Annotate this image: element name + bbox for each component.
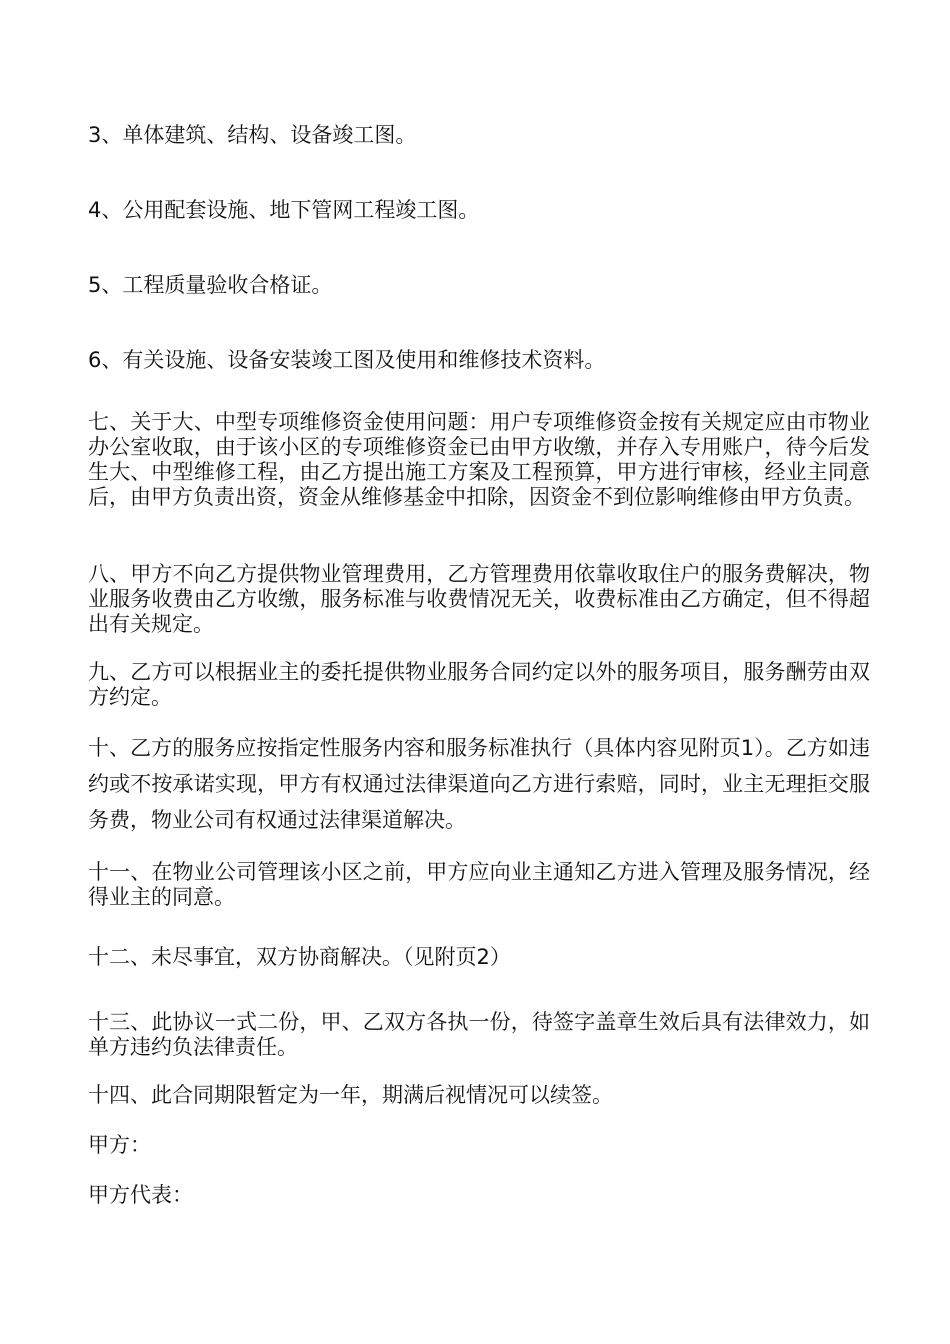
paragraph-clause-9: 九、乙方可以根据业主的委托提供物业服务合同约定以外的服务项目，服务酬劳由双方约定。 [88,660,870,709]
paragraph-clause-11: 十一、在物业公司管理该小区之前，甲方应向业主通知乙方进入管理及服务情况，经得业主的同意。 [88,860,870,909]
paragraph-clause-13: 十三、此协议一式二份，甲、乙双方各执一份，待签字盖章生效后具有法律效力，如单方违约负法律责任。 [88,1010,870,1059]
paragraph-clause-8: 八、甲方不向乙方提供物业管理费用，乙方管理费用依靠收取住户的服务费解决，物业服务收费由乙方收缴，服务标准与收费情况无关，收费标准由乙方确定，但不得超出有关规定。 [88,562,870,636]
paragraph-item-4: 4、公用配套设施、地下管网工程竣工图。 [88,198,480,222]
paragraph-clause-12: 十二、未尽事宜，双方协商解决。（见附页2） [88,945,511,969]
party-a-representative-label: 甲方代表： [88,1183,193,1207]
paragraph-item-5: 5、工程质量验收合格证。 [88,273,333,297]
paragraph-item-3: 3、单体建筑、结构、设备竣工图。 [88,123,417,147]
paragraph-clause-10: 十、乙方的服务应按指定性服务内容和服务标准执行（具体内容见附页1）。乙方如违约或不按承诺实现，甲方有权通过法律渠道向乙方进行索赔，同时，业主无理拒交服务费，物业公司有权通过法律渠道解决。 [88,736,870,832]
paragraph-clause-7: 七、关于大、中型专项维修资金使用问题：用户专项维修资金按有关规定应由市物业办公室收取，由于该小区的专项维修资金已由甲方收缴，并存入专用账户，待今后发生大、中型维修工程，由乙方提出施工方案及工程预算，甲方进行审核，经业主同意后，由甲方负责出资，资金从维修基金中扣除，因资金不到位影响维修由甲方负责。 [88,410,870,509]
party-a-label: 甲方： [88,1133,151,1157]
paragraph-clause-14: 十四、此合同期限暂定为一年，期满后视情况可以续签。 [88,1083,613,1107]
paragraph-item-6: 6、有关设施、设备安装竣工图及使用和维修技术资料。 [88,348,606,372]
